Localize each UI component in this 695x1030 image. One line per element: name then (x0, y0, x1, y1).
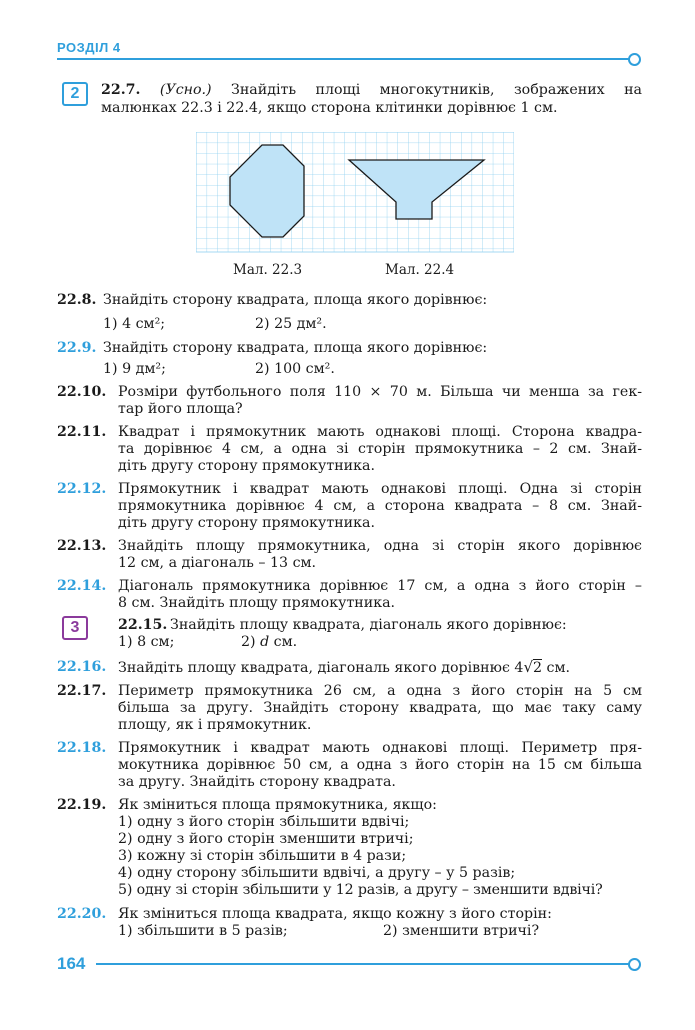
page-number: 164 (57, 954, 86, 973)
problem-number-22-9: 22.9. (57, 340, 97, 356)
header-rule (57, 58, 629, 60)
problem-22-15-text: Знайдіть площу квадрата, діагональ якого дорівнює: (170, 617, 567, 633)
footer-rule (96, 963, 629, 965)
problem-22-12-line1: Прямокутник і квадрат мають однакові площі. Одна зі сторін (118, 481, 642, 497)
problem-22-20-option1: 1) збільшити в 5 разів; (118, 923, 288, 939)
problem-number-22-13: 22.13. (57, 538, 107, 554)
problem-22-18-line3: за другу. Знайдіть сторону квадрата. (118, 774, 396, 790)
figure-caption-22-4: Мал. 22.4 (385, 262, 455, 278)
problem-22-12-line3: діть другу сторону прямокутника. (118, 515, 375, 531)
level-2-marker: 2 (62, 82, 88, 106)
sqrt-radicand: 2 (533, 660, 543, 676)
problem-22-13-line1: Знайдіть площу прямокутника, одна зі сторін якого дорівнює (118, 538, 642, 554)
problem-22-13-line2: 12 см, а діагональ – 13 см. (118, 555, 317, 571)
header-rule-dot (628, 53, 641, 66)
problem-22-19-option3: 3) кожну зі сторін збільшити в 4 рази; (118, 848, 407, 864)
problem-22-7-line2: малюнках 22.3 і 22.4, якщо сторона клітинки дорівнює 1 см. (101, 100, 558, 116)
problem-22-9-option1: 1) 9 дм²; (103, 361, 166, 377)
problem-22-8-option1: 1) 4 см²; (103, 316, 166, 332)
problem-22-7-note: (Усно.) (159, 82, 212, 98)
problem-22-19-text: Як зміниться площа прямокутника, якщо: (118, 797, 437, 813)
problem-22-12-line2: прямокутника дорівнює 4 см, а сторона квадрата – 8 см. Знай- (118, 498, 642, 514)
problem-22-8-option2: 2) 25 дм². (255, 316, 327, 332)
problem-number-22-20: 22.20. (57, 906, 107, 922)
problem-number-22-17: 22.17. (57, 683, 107, 699)
problem-22-19-option2: 2) одну з його сторін зменшити втричі; (118, 831, 414, 847)
level-3-marker: 3 (62, 616, 88, 640)
problem-22-19-option1: 1) одну з його сторін збільшити вдвічі; (118, 814, 410, 830)
figures-grid (196, 132, 514, 254)
problem-22-18-line1: Прямокутник і квадрат мають однакові площі. Периметр пря- (118, 740, 642, 756)
problem-22-15-option1: 1) 8 см; (118, 634, 175, 650)
problem-number-22-19: 22.19. (57, 797, 107, 813)
problem-number-22-14: 22.14. (57, 578, 107, 594)
problem-22-9-option2: 2) 100 см². (255, 361, 335, 377)
problem-22-20-option2: 2) зменшити втричі? (383, 923, 540, 939)
problem-number-22-16: 22.16. (57, 659, 107, 675)
problem-22-7-line1: (Усно.) Знайдіть площі многокутників, зображених на (159, 82, 642, 98)
problem-number-22-11: 22.11. (57, 424, 107, 440)
problem-22-14-line2: 8 см. Знайдіть площу прямокутника. (118, 595, 396, 611)
problem-22-17-line3: площу, як і прямокутник. (118, 717, 312, 733)
problem-22-18-line2: мокутника дорівнює 50 см, а одна з його сторін на 15 см більша (118, 757, 642, 773)
section-header: РОЗДІЛ 4 (57, 40, 121, 55)
problem-22-15-option2: 2) d см. (241, 634, 298, 650)
problem-number-22-18: 22.18. (57, 740, 107, 756)
problem-22-14-line1: Діагональ прямокутника дорівнює 17 см, а одна з його сторін – (118, 578, 642, 594)
problem-22-19-option5: 5) одну зі сторін збільшити у 12 разів, а другу – зменшити вдвічі? (118, 882, 603, 898)
problem-22-19-option4: 4) одну сторону збільшити вдвічі, а другу – у 5 разів; (118, 865, 516, 881)
problem-22-11-line1: Квадрат і прямокутник мають однакові площі. Сторона квадра- (118, 424, 642, 440)
problem-22-11-line3: діть другу сторону прямокутника. (118, 458, 375, 474)
problem-22-16-text: Знайдіть площу квадрата, діагональ якого дорівнює 4√2 см. (118, 658, 571, 676)
problem-22-8-text: Знайдіть сторону квадрата, площа якого дорівнює: (103, 292, 488, 308)
problem-22-10-line1: Розміри футбольного поля 110 × 70 м. Більша чи менша за гек- (118, 384, 642, 400)
problem-number-22-10: 22.10. (57, 384, 107, 400)
sqrt-symbol: √ (523, 658, 533, 676)
problem-number-22-12: 22.12. (57, 481, 107, 497)
problem-number-22-8: 22.8. (57, 292, 97, 308)
problem-22-17-line2: більша за другу. Знайдіть сторону квадрата, що має таку саму (118, 700, 642, 716)
problem-number-22-7: 22.7. (101, 82, 141, 98)
problem-22-9-text: Знайдіть сторону квадрата, площа якого дорівнює: (103, 340, 488, 356)
problem-number-22-15: 22.15. (118, 617, 168, 633)
problem-22-11-line2: та дорівнює 4 см, а одна зі сторін прямокутника – 2 см. Знай- (118, 441, 642, 457)
problem-22-20-text: Як зміниться площа квадрата, якщо кожну з його сторін: (118, 906, 552, 922)
problem-22-10-line2: тар його площа? (118, 401, 243, 417)
problem-22-17-line1: Периметр прямокутника 26 см, а одна з його сторін на 5 см (118, 683, 642, 699)
footer-rule-dot (628, 958, 641, 971)
figure-caption-22-3: Мал. 22.3 (233, 262, 303, 278)
